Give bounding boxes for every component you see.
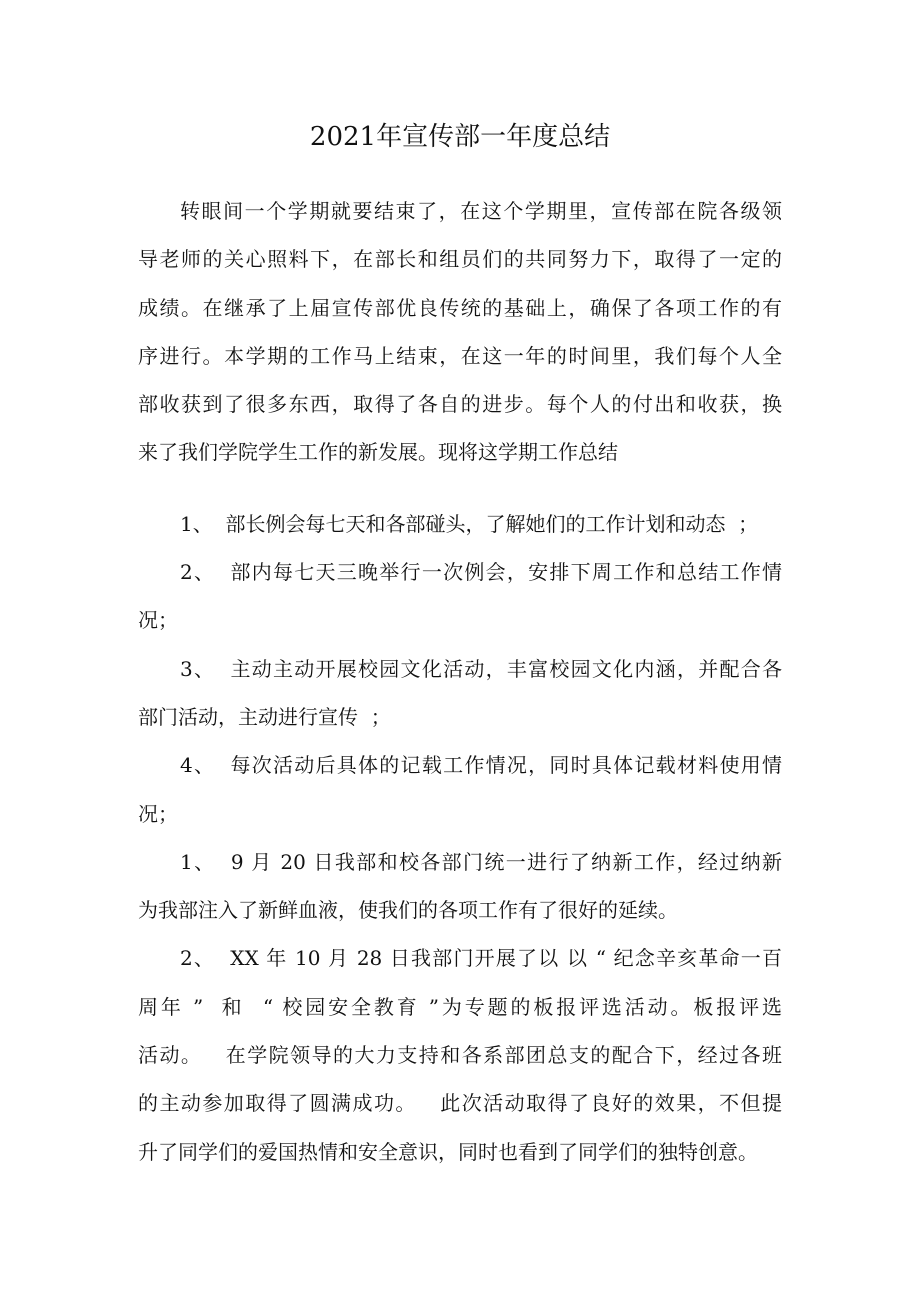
paragraph [138,645,782,742]
document-body [138,187,782,1176]
paragraph [138,500,782,548]
paragraph [138,741,782,838]
paragraph [138,548,782,645]
text-line: 况； [138,801,178,826]
text-line: 成绩。在继承了上届宣传部优良传统的基础上，确保了各项工作的有 [138,295,782,320]
text-line: 4、 每次活动后具体的记载工作情况，同时具体记载材料使用情 [180,753,782,778]
text-line: 2、 部内每七天三晚举行一次例会，安排下周工作和总结工作情 [180,560,782,585]
text-line: 部收获到了很多东西，取得了各自的进步。每个人的付出和收获，换 [138,392,782,417]
text-line: 转眼间一个学期就要结束了，在这个学期里，宣传部在院各级领 [180,199,782,223]
paragraph [138,934,782,1175]
text-line: 3、 主动主动开展校园文化活动，丰富校园文化内涵，并配合各 [180,656,782,681]
text-line: 活动。 在学院领导的大力支持和各系部团总支的配合下，经过各班 [138,1043,782,1068]
text-line: 1、 9 月 20 日我部和校各部门统一进行了纳新工作，经过纳新 [180,849,782,874]
paragraph [138,187,782,477]
text-line: 升了同学们的爱国热情和安全意识，同时也看到了同学们的独特创意。 [138,1139,758,1164]
text-line: 部门活动，主动进行宣传 ； [138,704,391,729]
paragraph [138,838,782,935]
text-line: 2、 XX 年 10 月 28 日我部门开展了以 以 “ 纪念辛亥革命一百 [180,946,782,971]
text-line: 来了我们学院学生工作的新发展。现将这学期工作总结 [138,440,618,465]
text-line: 周年 ” 和 “ 校园安全教育 ”为专题的板报评选活动。板报评选 [138,994,782,1019]
text-line: 况； [138,608,178,633]
document-title: 2021年宣传部一年度总结 [309,122,611,152]
text-line: 1、 部长例会每七天和各部碰头，了解她们的工作计划和动态 ； [180,511,759,536]
text-line: 为我部注入了新鲜血液，使我们的各项工作有了很好的延续。 [138,898,678,923]
text-line: 序进行。本学期的工作马上结束，在这一年的时间里，我们每个人全 [138,343,782,368]
text-line: 的主动参加取得了圆满成功。 此次活动取得了良好的效果，不但提 [138,1091,782,1116]
text-line: 导老师的关心照料下，在部长和组员们的共同努力下，取得了一定的 [138,247,782,272]
